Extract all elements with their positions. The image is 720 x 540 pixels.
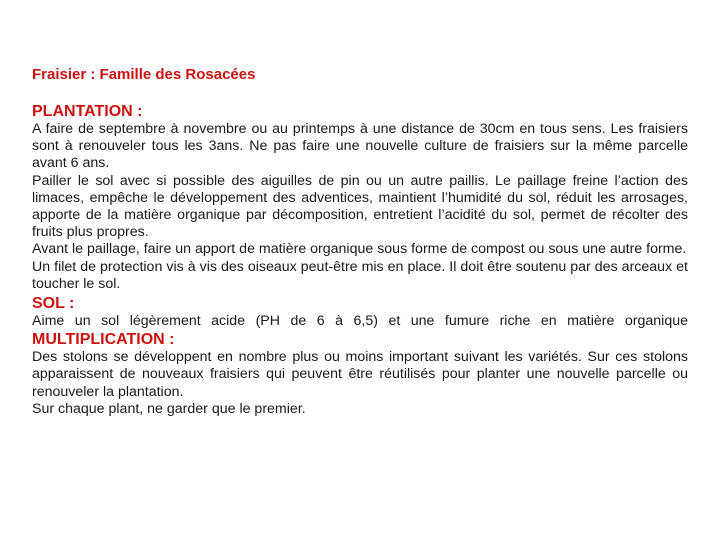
plantation-paragraph-1: A faire de septembre à novembre ou au printemps à une distance de 30cm en tous sens. Les fraisiers sont à renouveler tous les 3ans. Ne pas faire une nouvelle culture de fraisiers sur la même parcelle avant 6 ans. bbox=[32, 121, 688, 172]
multiplication-paragraph-1: Des stolons se développent en nombre plus ou moins important suivant les variétés. Sur ces stolons apparaissent de nouveaux fraisiers qui peuvent être réutilisés pour planter une nouvelle parcelle ou renouveler la plantation. bbox=[32, 349, 688, 400]
section-heading-sol: SOL : bbox=[32, 295, 75, 313]
multiplication-paragraph-2: Sur chaque plant, ne garder que le premier. bbox=[32, 400, 306, 417]
sol-paragraph-1: Aime un sol légèrement acide (PH de 6 à 6,5) et une fumure riche en matière organique bbox=[32, 313, 688, 330]
plantation-paragraph-4: Un filet de protection vis à vis des oiseaux peut-être mis en place. Il doit être soutenu par des arceaux et toucher le sol. bbox=[32, 258, 688, 292]
section-heading-plantation: PLANTATION : bbox=[32, 103, 143, 120]
plantation-paragraph-3: Avant le paillage, faire un apport de matière organique sous forme de compost ou sous une autre forme. bbox=[32, 241, 687, 258]
document-title: Fraisier : Famille des Rosacées bbox=[32, 66, 256, 83]
document-body bbox=[32, 102, 688, 418]
section-heading-multiplication: MULTIPLICATION : bbox=[32, 331, 175, 349]
plantation-paragraph-2: Pailler le sol avec si possible des aiguilles de pin ou un autre paillis. Le paillage freine l’action des limaces, empêche le développement des adventices, maintient l’humidité du sol, réduit les arrosages, apporte de la matière organique par décomposition, entretient l’acidité du sol, permet de récolter des fruits plus propres. bbox=[32, 172, 688, 241]
